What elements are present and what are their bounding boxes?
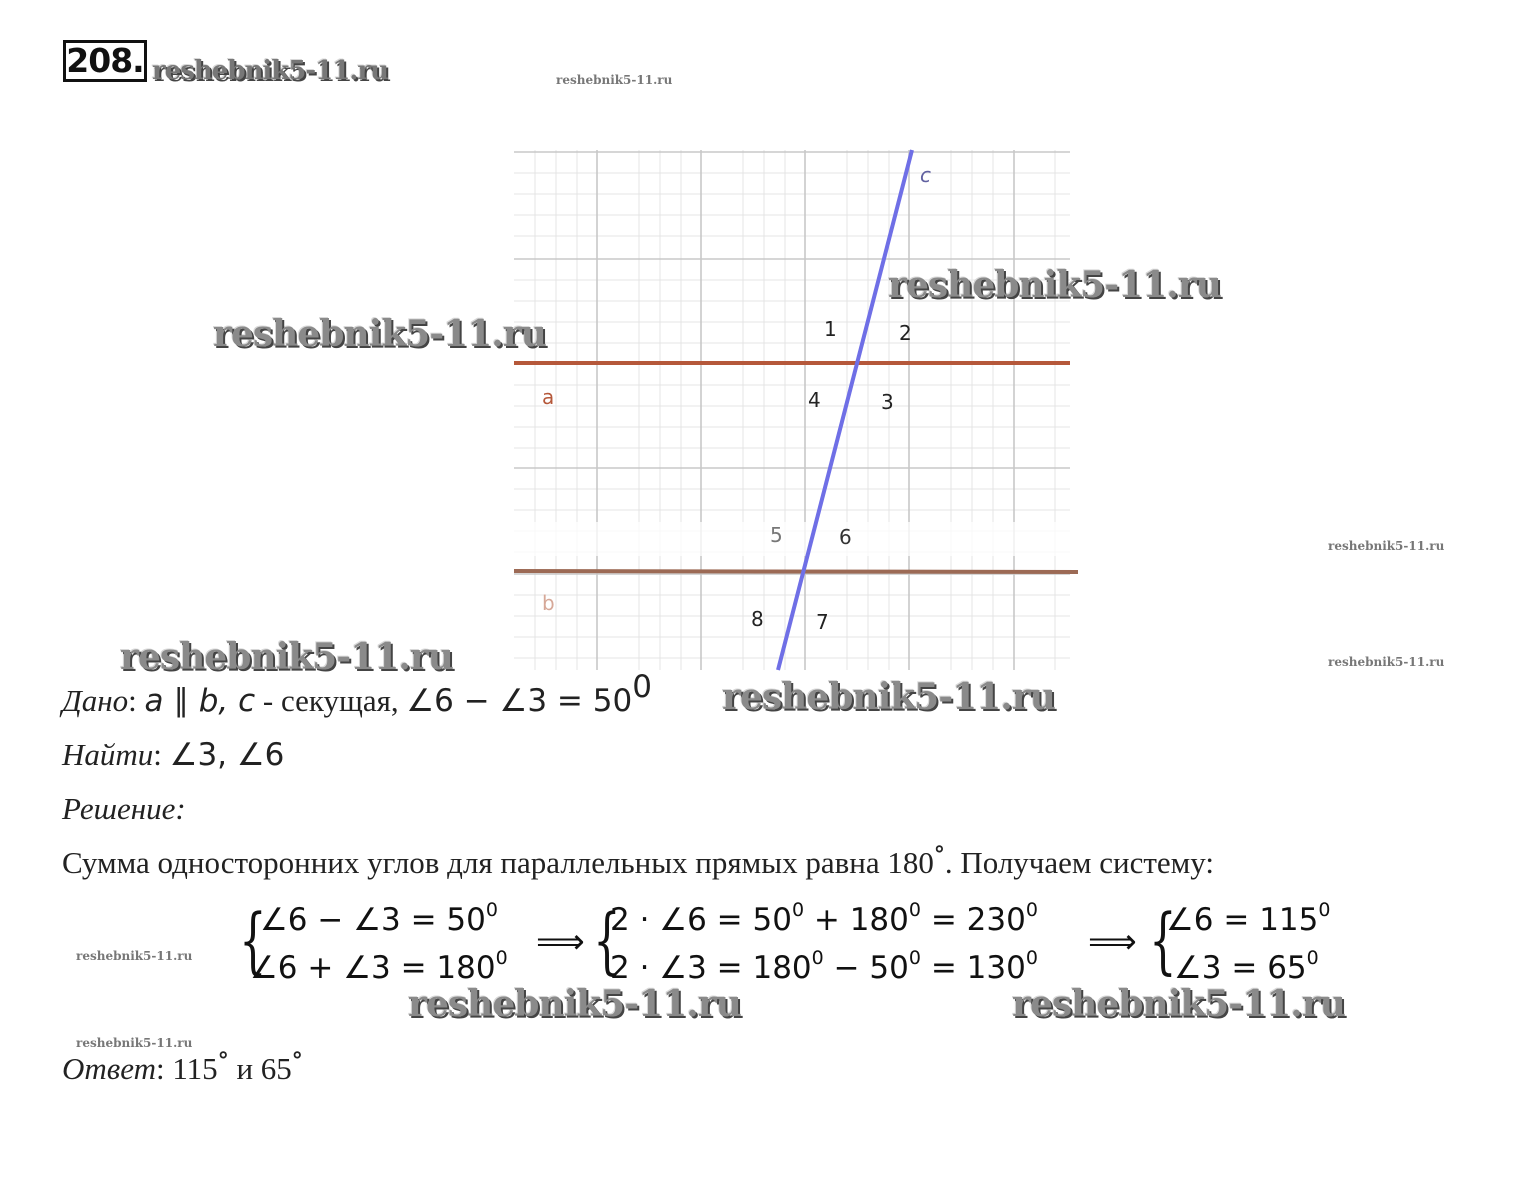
system-1-row-2: ∠6 + ∠3 = $180^0$ — [250, 947, 508, 986]
solution-label: Решение: — [62, 791, 186, 826]
given-text: - секущая, — [255, 683, 407, 718]
system-2-row-2: 2 · ∠3 = $180^0 - 50^0 = 130^0$ — [610, 947, 1038, 986]
watermark-small: reshebnik5-11.ru — [556, 73, 673, 87]
degree-sign: ° — [217, 1049, 229, 1074]
implies-arrow: ⟹ — [1088, 922, 1137, 962]
degree-sign: ° — [933, 843, 945, 868]
angle-label-1: 1 — [824, 317, 837, 341]
angle-label-5: 5 — [770, 523, 783, 547]
system-3-row-2: ∠3 = $65^0$ — [1174, 947, 1319, 986]
system-2-row-1: 2 · ∠6 = $50^0 + 180^0 = 230^0$ — [610, 899, 1038, 938]
given-lines: a ∥ b, c — [144, 683, 256, 719]
grid-major — [514, 150, 1070, 670]
watermark: reshebnik5-11.ru — [1012, 983, 1345, 1025]
geometry-figure — [500, 140, 1100, 680]
brace: { — [593, 898, 621, 982]
find-text: ∠3, ∠6 — [169, 737, 285, 773]
label-b: b — [542, 591, 555, 615]
angle-label-3: 3 — [881, 390, 894, 414]
given-exp: 0 — [632, 669, 652, 705]
angle-label-8: 8 — [751, 607, 764, 631]
angle-label-2: 2 — [899, 321, 912, 345]
find-line: Найти: ∠3, ∠6 — [62, 737, 285, 773]
watermark: reshebnik5-11.ru — [213, 313, 546, 355]
label-a: a — [542, 385, 555, 409]
angle-label-7: 7 — [816, 610, 829, 634]
implies-arrow: ⟹ — [536, 922, 585, 962]
watermark-small: reshebnik5-11.ru — [1328, 539, 1445, 553]
angle-label-4: 4 — [808, 388, 821, 412]
given-line: Дано: a ∥ b, c - секущая, ∠6 − ∠3 = $50^0$ — [62, 669, 652, 719]
watermark-small: reshebnik5-11.ru — [76, 949, 193, 963]
watermark-small: reshebnik5-11.ru — [76, 1036, 193, 1050]
answer-value-2: и 65 — [228, 1051, 292, 1086]
solution-sentence: Сумма односторонних углов для параллельных прямых равна 180 — [62, 845, 934, 880]
watermark: reshebnik5-11.ru — [722, 676, 1055, 718]
line-b — [514, 571, 1078, 572]
answer-label: Ответ — [62, 1051, 156, 1086]
solution-text — [62, 845, 1214, 881]
solution-sentence-end: . Получаем систему: — [944, 845, 1215, 880]
given-expr: ∠6 − ∠3 = 50 — [406, 683, 633, 719]
answer-value-1: : 115 — [155, 1051, 218, 1086]
watermark: reshebnik5-11.ru — [152, 56, 389, 86]
label-c: c — [920, 163, 931, 187]
given-label: Дано — [62, 683, 129, 718]
watermark-small: reshebnik5-11.ru — [1328, 655, 1445, 669]
watermark: reshebnik5-11.ru — [888, 264, 1221, 306]
degree-sign: ° — [291, 1049, 303, 1074]
watermark: reshebnik5-11.ru — [408, 983, 741, 1025]
angle-label-6: 6 — [839, 525, 852, 549]
system-3-row-1: ∠6 = $115^0$ — [1166, 899, 1331, 938]
brace: { — [1149, 898, 1177, 982]
problem-number: 208. — [63, 40, 147, 82]
brace: { — [239, 898, 267, 982]
find-label: Найти — [62, 737, 154, 772]
system-1-row-1: ∠6 − ∠3 = $50^0$ — [260, 899, 498, 938]
answer-line — [62, 1051, 303, 1087]
watermark: reshebnik5-11.ru — [120, 636, 453, 678]
